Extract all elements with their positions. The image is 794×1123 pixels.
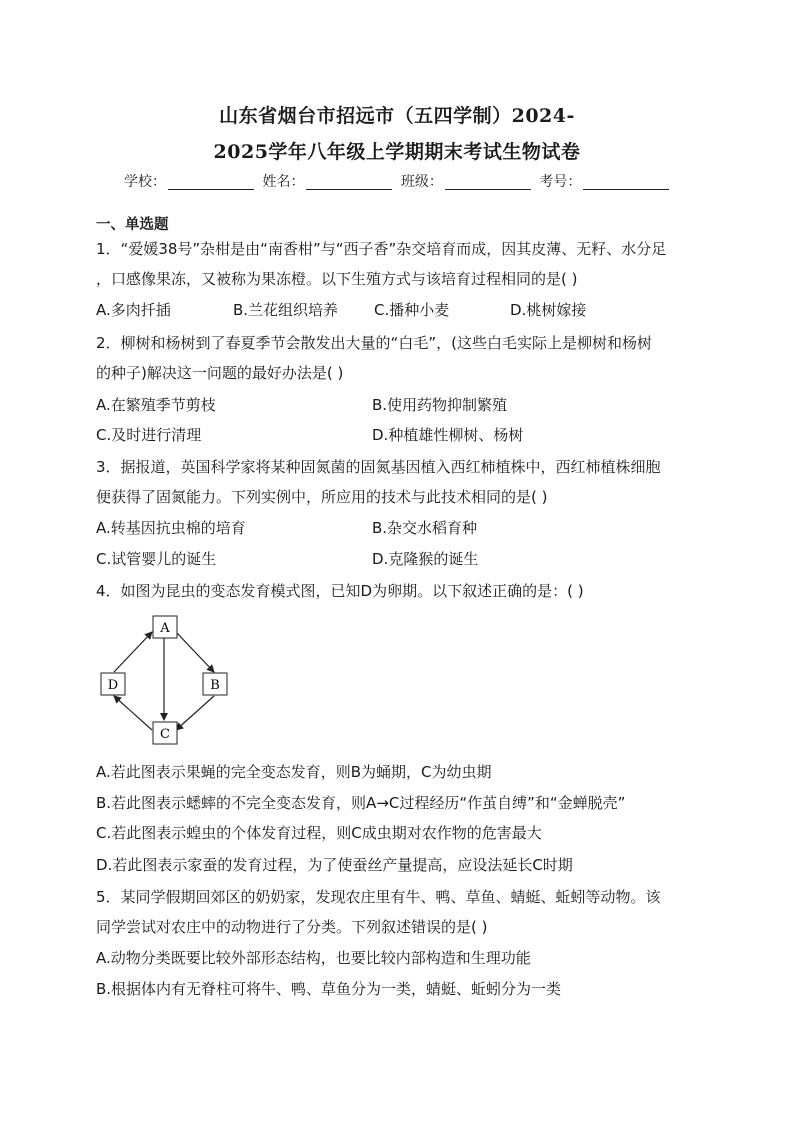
q3-option-a: A.转基因抗虫棉的培育 (96, 519, 246, 537)
arrow-d-to-a (114, 632, 152, 672)
node-a-label: A (160, 621, 170, 636)
q4-option-c: C.若此图表示蝗虫的个体发育过程，则C成虫期对农作物的危害最大 (96, 824, 542, 842)
node-c (153, 722, 177, 744)
arrow-c-to-d (114, 696, 152, 730)
node-b-label: B (210, 678, 220, 693)
field-school-blank (168, 175, 254, 190)
section-heading: 一、单选题 (96, 217, 169, 233)
exam-title-line1: 山东省烟台市招远市（五四学制）2024- (219, 105, 575, 127)
q2-option-d: D.种植雄性柳树、杨树 (372, 426, 524, 444)
q1-stem-line1: 1．“爱媛38号”杂柑是由“南香柑”与“西子香”杂交培育而成，因其皮薄、无籽、水分足 (96, 240, 667, 258)
node-b (203, 673, 227, 695)
field-exam-number-blank (583, 175, 669, 190)
q3-stem-line1: 3．据报道，英国科学家将某种固氮菌的固氮基因植入西红柿植株中，西红柿植株细胞 (96, 458, 661, 476)
arrow-a-to-b (176, 632, 214, 672)
field-class-label: 班级： (400, 174, 443, 190)
q3-stem-line2: 便获得了固氮能力。下列实例中，所应用的技术与此技术相同的是( ) (96, 488, 548, 506)
q2-option-a: A.在繁殖季节剪枝 (96, 396, 216, 414)
field-name-blank (306, 175, 392, 190)
q4-stem-line1: 4．如图为昆虫的变态发育模式图，已知D为卵期。以下叙述正确的是：( ) (96, 582, 584, 600)
q1-stem-line2: ，口感像果冻，又被称为果冻橙。以下生殖方式与该培育过程相同的是( ) (96, 270, 578, 288)
q1-option-c: C.播种小麦 (374, 301, 450, 319)
exam-title-line2: 2025学年八年级上学期期末考试生物试卷 (213, 141, 581, 163)
node-d (101, 673, 125, 695)
q3-option-c: C.试管婴儿的诞生 (96, 550, 217, 568)
field-school (124, 171, 254, 191)
field-school-label: 学校： (124, 174, 166, 190)
student-info-row (124, 171, 673, 191)
arrow-b-to-c (176, 696, 214, 730)
q2-option-c: C.及时进行清理 (96, 426, 202, 444)
metamorphosis-diagram (96, 612, 246, 752)
q1-option-b: B.兰花组织培养 (233, 301, 339, 319)
q3-option-b: B.杂交水稻育种 (372, 519, 478, 537)
field-class (401, 171, 531, 191)
field-name (262, 171, 392, 191)
q5-stem-line1: 5．某同学假期回郊区的奶奶家，发现农庄里有牛、鸭、草鱼、蜻蜓、蚯蚓等动物。该 (96, 888, 661, 906)
q3-option-d: D.克隆猴的诞生 (372, 550, 479, 568)
q4-option-d: D.若此图表示家蚕的发育过程，为了使蚕丝产量提高，应设法延长C时期 (96, 856, 573, 874)
q2-stem-line1: 2．柳树和杨树到了春夏季节会散发出大量的“白毛”，(这些白毛实际上是柳树和杨树 (96, 334, 652, 352)
node-a (153, 616, 177, 638)
q2-stem-line2: 的种子)解决这一问题的最好办法是( ) (96, 364, 344, 382)
q2-option-b: B.使用药物抑制繁殖 (372, 396, 508, 414)
field-exam-number-label: 考号： (539, 174, 582, 190)
q5-option-b: B.根据体内有无脊柱可将牛、鸭、草鱼分为一类，蜻蜓、蚯蚓分为一类 (96, 980, 562, 998)
q5-stem-line2: 同学尝试对农庄中的动物进行了分类。下列叙述错误的是( ) (96, 918, 488, 936)
q1-option-a: A.多肉扦插 (96, 301, 171, 319)
q4-option-a: A.若此图表示果蝇的完全变态发育，则B为蛹期，C为幼虫期 (96, 763, 492, 781)
field-exam-number (539, 171, 669, 191)
field-name-label: 姓名： (262, 174, 305, 190)
q4-option-b: B.若此图表示蟋蟀的不完全变态发育，则A→C过程经历“作茧自缚”和“金蝉脱壳” (96, 794, 626, 812)
node-c-label: C (160, 727, 170, 742)
field-class-blank (445, 175, 531, 190)
q5-option-a: A.动物分类既要比较外部形态结构，也要比较内部构造和生理功能 (96, 949, 531, 967)
node-d-label: D (107, 678, 119, 693)
q1-option-d: D.桃树嫁接 (510, 301, 587, 319)
